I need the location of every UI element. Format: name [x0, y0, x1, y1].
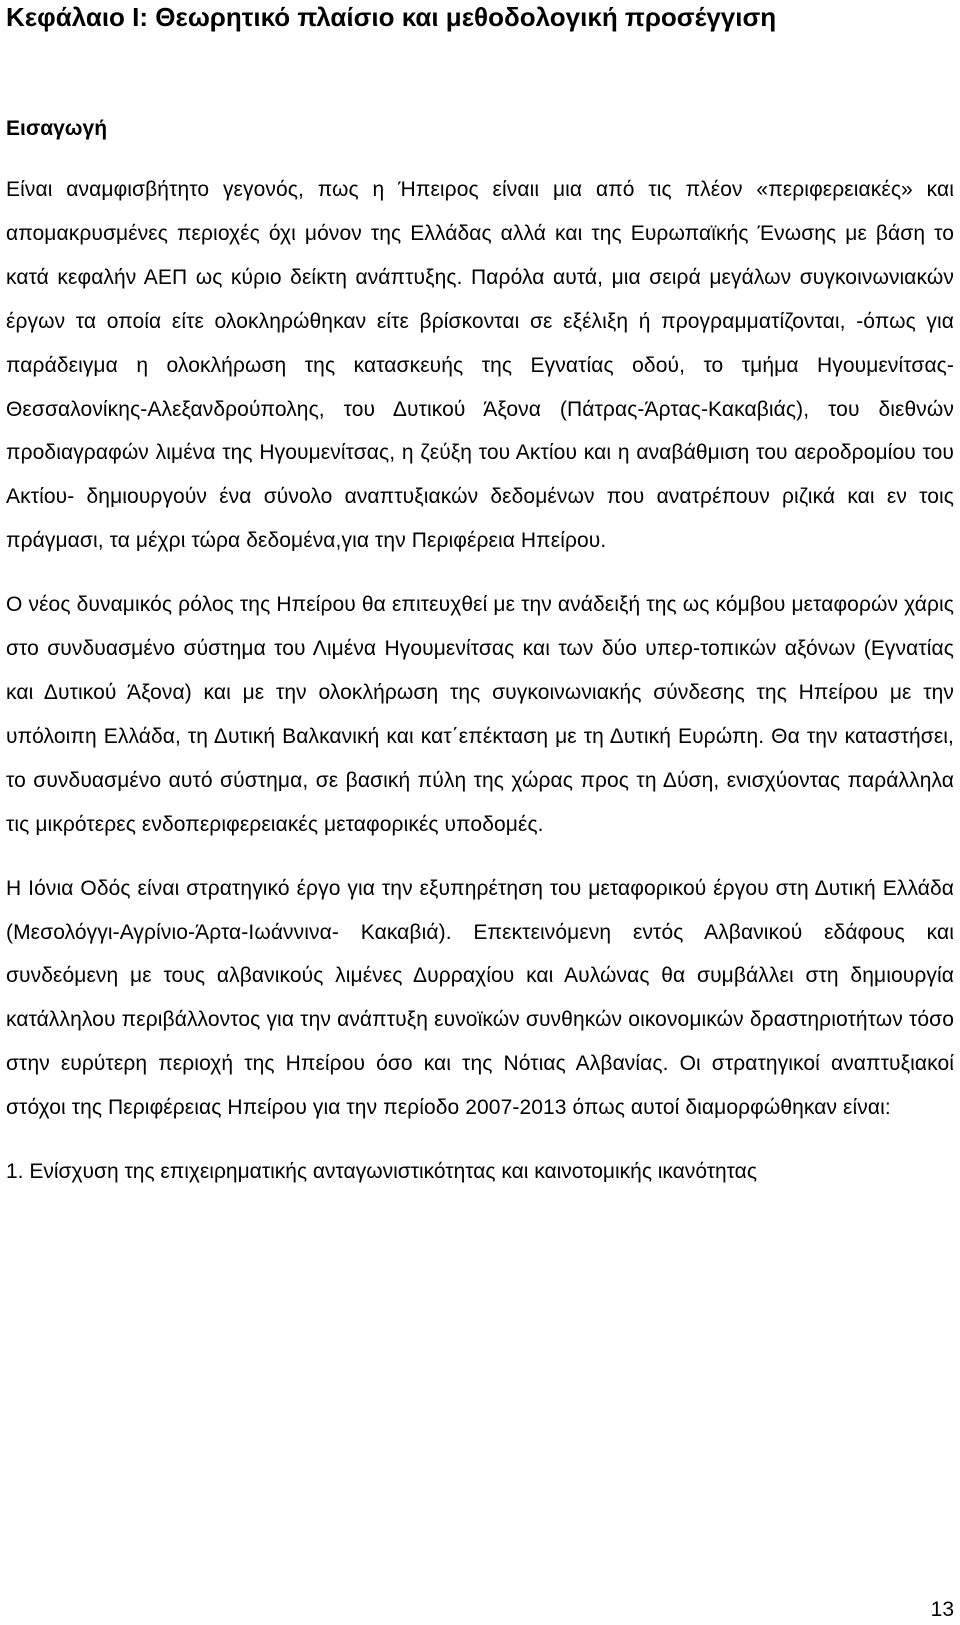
document-page	[6, 0, 954, 1625]
page-number: 13	[930, 1598, 954, 1621]
body-text	[6, 168, 954, 1194]
paragraph: Η Ιόνια Οδός είναι στρατηγικό έργο για την εξυπηρέτηση του μεταφορικού έργου στη Δυτική Ελλάδα (Μεσολόγγι-Αγρίνιο-Άρτα-Ιωάννινα- Κακαβιά). Επεκτεινόμενη εντός Αλβανικού εδάφους και συνδεόμενη με τους αλβανικούς λιμένες Δυρραχίου και Αυλώνας θα συμβάλλει στη δημιουργία κατάλληλου περιβάλλοντος για την ανάπτυξη ευνοϊκών συνθηκών οικονομικών δραστηριοτήτων τόσο στην ευρύτερη περιοχή της Ηπείρου όσο και της Νότιας Αλβανίας. Οι στρατηγικοί αναπτυξιακοί στόχοι της Περιφέρειας Ηπείρου για την περίοδο 2007-2013 όπως αυτοί διαμορφώθηκαν είναι:	[6, 876, 954, 1120]
list-item: 1. Ενίσχυση της επιχειρηματικής ανταγωνιστικότητας και καινοτομικής ικανότητας	[6, 1160, 757, 1184]
chapter-title: Κεφάλαιο Ι: Θεωρητικό πλαίσιο και μεθοδολογική προσέγγιση	[6, 2, 777, 32]
section-heading: Εισαγωγή	[6, 117, 108, 140]
paragraph: Ο νέος δυναμικός ρόλος της Ηπείρου θα επιτευχθεί με την ανάδειξή της ως κόμβου μεταφορών χάρις στο συνδυασμένο σύστημα του Λιμένα Ηγουμενίτσας και των δύο υπερ-τοπικών αξόνων (Εγνατίας και Δυτικού Άξονα) και με την ολοκλήρωση της συγκοινωνιακής σύνδεσης της Ηπείρου με την υπόλοιπη Ελλάδα, τη Δυτική Βαλκανική και κατ΄επέκταση με τη Δυτική Ευρώπη. Θα την καταστήσει, το συνδυασμένο αυτό σύστημα, σε βασική πύλη της χώρας προς τη Δύση, ενισχύοντας παράλληλα τις μικρότερες ενδοπεριφερειακές μεταφορικές υποδομές.	[6, 593, 954, 836]
paragraph: Είναι αναμφισβήτητο γεγονός, πως η Ήπειρος είναιι μια από τις πλέον «περιφερειακές» και απομακρυσμένες περιοχές όχι μόνον της Ελλάδας αλλά και της Ευρωπαϊκής Ένωσης με βάση το κατά κεφαλήν ΑΕΠ ως κύριο δείκτη ανάπτυξης. Παρόλα αυτά, μια σειρά μεγάλων συγκοινωνιακών έργων τα οποία είτε ολοκληρώθηκαν είτε βρίσκονται σε εξέλιξη ή προγραμματίζονται, -όπως για παράδειγμα η ολοκλήρωση της κατασκευής της Εγνατίας οδού, το τμήμα Ηγουμενίτσας-Θεσσαλονίκης-Αλεξανδρούπολης, του Δυτικού Άξονα (Πάτρας-Άρτας-Κακαβιάς), του διεθνών προδιαγραφών λιμένα της Ηγουμενίτσας, η ζεύξη του Ακτίου και η αναβάθμιση του αεροδρομίου του Ακτίου- δημιουργούν ένα σύνολο αναπτυξιακών δεδομένων που ανατρέπουν ριζικά και εν τοις πράγμασι, τα μέχρι τώρα δεδομένα,για την Περιφέρεια Ηπείρου.	[6, 178, 954, 553]
